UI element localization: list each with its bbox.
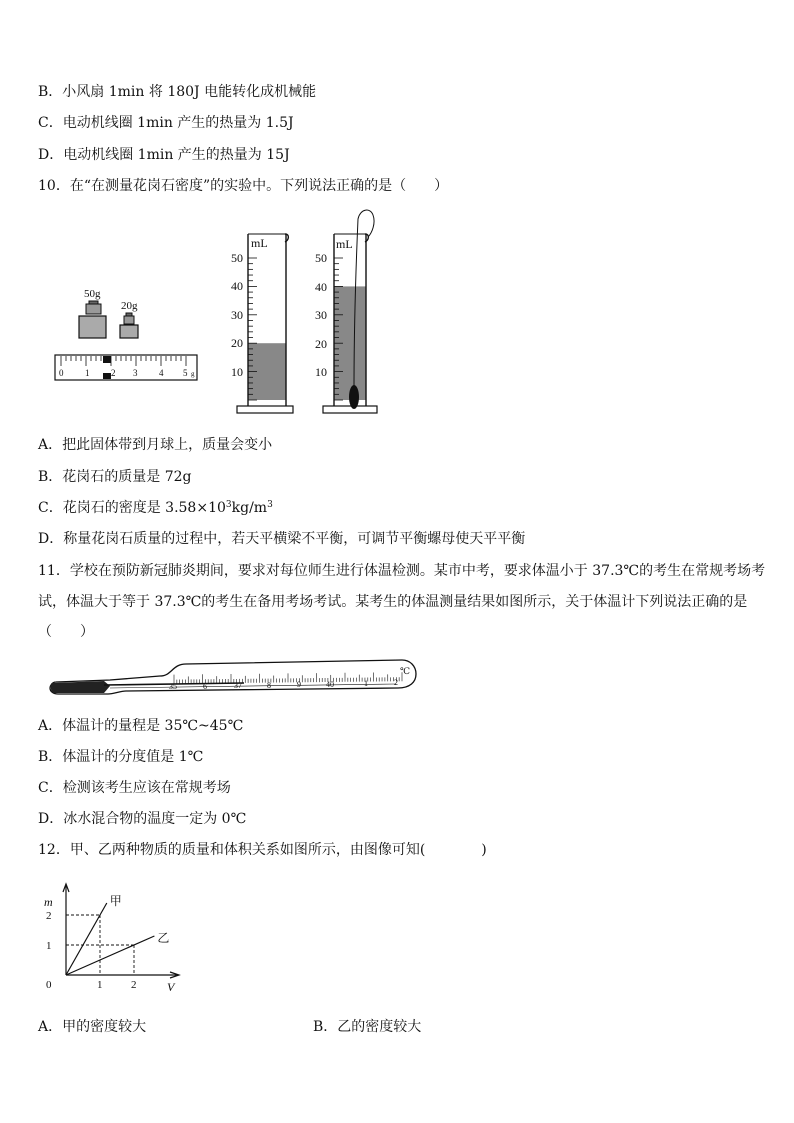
q11-option-c: C．检测该考生应该在常规考场: [38, 780, 231, 796]
q10-stem: 10．在“在测量花岗石密度”的实验中。下列说法正确的是（ ）: [38, 178, 449, 194]
thermo-label-42: 2: [394, 678, 398, 687]
cyl1-label-20: 20: [231, 336, 243, 350]
x-axis-label: V: [167, 980, 175, 994]
q11-stem-line2: 试，体温大于等于 37.3℃的考生在备用考场考试。某考生的体温测量结果如图所示，关于体温计下列说法正确的是: [38, 594, 748, 610]
ruler-label-1: 1: [85, 368, 90, 378]
weight-50g-body: [79, 316, 106, 338]
cyl2-label-20: 20: [315, 337, 327, 351]
series-line-jia: [66, 903, 107, 975]
q10-option-c: C．花岗石的密度是 $3.58\times 10^3kg/m^3$: [38, 500, 273, 516]
cylinder-base: [237, 406, 293, 413]
mass-volume-chart: [38, 876, 198, 996]
thermometer-figure: [48, 652, 420, 700]
q11-option-a: A．体温计的量程是 35℃~45℃: [38, 718, 244, 734]
rider-bottom: [103, 373, 111, 379]
series-line-yi: [66, 936, 154, 975]
cyl1-label-40: 40: [231, 279, 243, 293]
weight-20g-body: [120, 325, 138, 338]
q12-option-b: B．乙的密度较大: [313, 1019, 422, 1035]
q11-stem-line1: 11．学校在预防新冠肺炎期间，要求对每位师生进行体温检测。某市中考，要求体温小于 37.3℃的考生在常规考场考: [38, 563, 766, 579]
y-axis-label: m: [44, 895, 53, 909]
cylinder-after-figure: [310, 205, 390, 418]
thermo-label-38: 8: [267, 681, 271, 690]
weight-20g-label: 20g: [121, 300, 138, 312]
q10-option-a: A．把此固体带到月球上，质量会变小: [38, 437, 273, 453]
cyl1-label-10: 10: [231, 365, 243, 379]
granite-stone: [349, 385, 359, 409]
q11-option-d: D．冰水混合物的温度一定为 0℃: [38, 811, 247, 827]
x-tick-label: 1: [97, 979, 103, 991]
ruler-label-2: 2: [111, 368, 116, 378]
cyl2-label-40: 40: [315, 280, 327, 294]
cyl2-label-50: 50: [315, 251, 327, 265]
weight-50g-neck: [86, 304, 101, 314]
q9-option-c: C．电动机线圈 1min 产生的热量为 1.5J: [38, 115, 294, 131]
x-tick-label: 2: [131, 979, 137, 991]
thermometer-bulb: [51, 681, 110, 693]
cylinder2-base: [323, 406, 377, 413]
q11-stem-line3: （ ）: [38, 624, 94, 640]
cyl2-label-30: 30: [315, 308, 327, 322]
thermo-label-39: 9: [297, 680, 301, 689]
cylinder-before-figure: [228, 228, 296, 418]
thermo-label-41: 1: [364, 679, 368, 688]
q12-stem: 12．甲、乙两种物质的质量和体积关系如图所示，由图像可知( ): [38, 842, 487, 858]
cyl2-label-10: 10: [315, 365, 327, 379]
q9-option-d: D．电动机线圈 1min 产生的热量为 15J: [38, 147, 290, 163]
q9-option-b: B．小风扇 1min 将 180J 电能转化成机械能: [38, 84, 317, 100]
ruler-unit: g: [191, 370, 195, 378]
x-tick-label: 0: [46, 979, 52, 991]
weight-20g-neck: [124, 316, 134, 324]
thermo-label-40: 40: [326, 680, 334, 689]
thermo-label-36: 6: [203, 682, 207, 691]
balance-weights-figure: [52, 282, 202, 384]
q10-option-b: B．花岗石的质量是 72g: [38, 469, 192, 485]
y-tick-label: 2: [46, 910, 52, 922]
ruler-label-0: 0: [59, 368, 64, 378]
thermo-label-37: 37: [234, 681, 242, 690]
q11-option-b: B．体温计的分度值是 1℃: [38, 749, 204, 765]
series-label-jia: 甲: [109, 894, 122, 908]
rider-top: [103, 356, 111, 363]
weight-50g-label: 50g: [84, 288, 101, 300]
series-label-yi: 乙: [157, 931, 170, 945]
y-tick-label: 1: [46, 940, 52, 952]
ruler-label-3: 3: [133, 368, 138, 378]
thermo-unit: ℃: [400, 666, 411, 676]
cylinder-unit-label: mL: [251, 236, 268, 250]
cylinder2-unit-label: mL: [336, 237, 353, 251]
q12-option-a: A．甲的密度较大: [38, 1019, 147, 1035]
thermo-label-35: 35: [169, 682, 177, 691]
cyl1-label-50: 50: [231, 251, 243, 265]
ruler-label-4: 4: [159, 368, 164, 378]
ruler-label-5: 5: [183, 368, 188, 378]
cyl1-label-30: 30: [231, 308, 243, 322]
q10-option-d: D．称量花岗石质量的过程中，若天平横梁不平衡，可调节平衡螺母使天平平衡: [38, 531, 526, 547]
